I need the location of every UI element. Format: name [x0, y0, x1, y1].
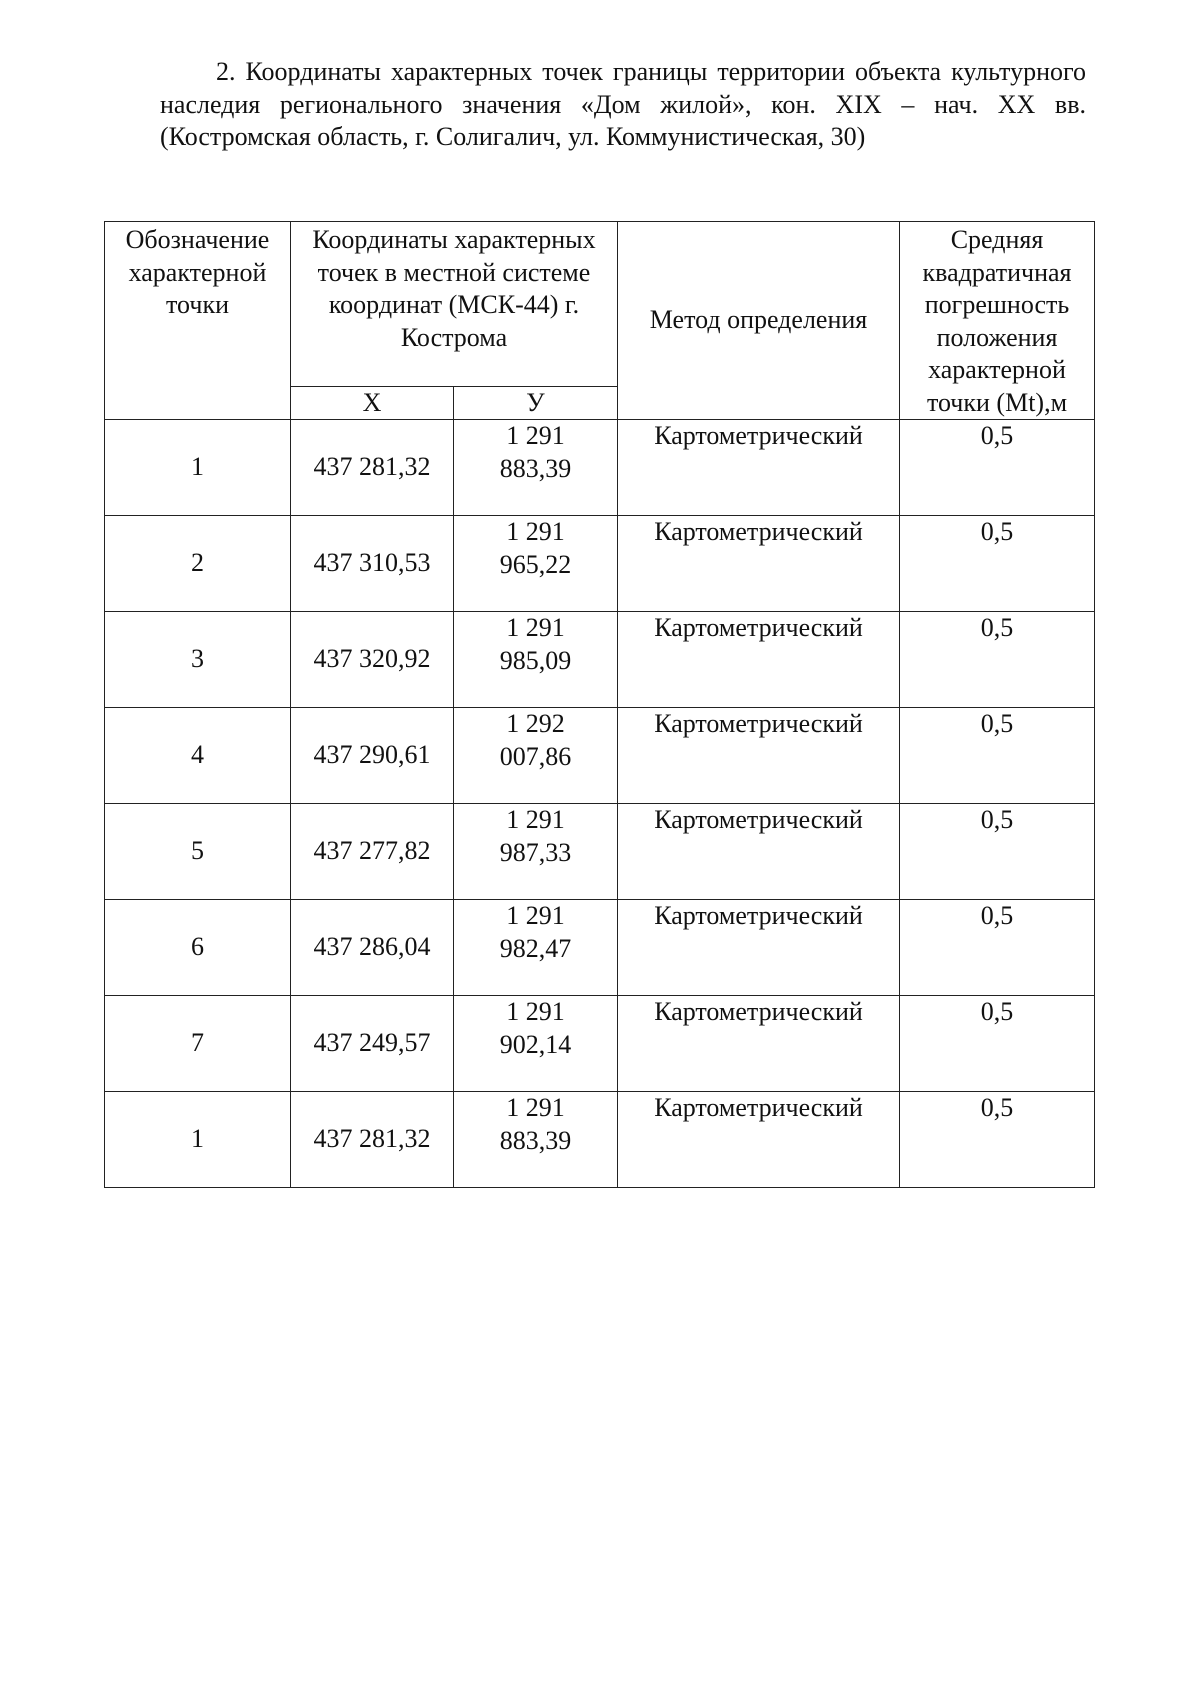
- x-coordinate-cell: [291, 516, 454, 612]
- table-row: [105, 900, 1095, 996]
- table-row: [105, 996, 1095, 1092]
- point-cell: [105, 708, 291, 804]
- x-coordinate-cell-text: 437 281,32: [313, 452, 431, 482]
- method-cell: [618, 612, 900, 708]
- header-x: Х: [291, 387, 454, 420]
- error-cell-text: 0,5: [980, 1093, 1014, 1122]
- y-coordinate-cell-text: 1 291 902,14: [499, 997, 572, 1059]
- table-row: [105, 612, 1095, 708]
- error-cell: [900, 996, 1095, 1092]
- point-cell: [105, 516, 291, 612]
- method-cell-text: Картометрический: [654, 805, 863, 834]
- error-cell: [900, 900, 1095, 996]
- method-cell-text: Картометрический: [654, 517, 863, 546]
- x-coordinate-cell-text: 437 249,57: [313, 1028, 431, 1058]
- coordinates-table: [104, 221, 1095, 1188]
- x-coordinate-cell: [291, 1092, 454, 1188]
- error-cell-text: 0,5: [980, 709, 1014, 738]
- x-coordinate-cell: [291, 996, 454, 1092]
- header-mean-square-error: Средняя квадратичная погрешность положения характерной точки (Mt),м: [900, 222, 1095, 420]
- x-coordinate-cell-text: 437 281,32: [313, 1124, 431, 1154]
- y-coordinate-cell: [454, 516, 618, 612]
- header-y: У: [454, 387, 618, 420]
- method-cell-text: Картометрический: [654, 997, 863, 1026]
- header-coordinates: Координаты характерных точек в местной системе координат (МСК-44) г. Кострома: [291, 222, 618, 387]
- y-coordinate-cell: [454, 804, 618, 900]
- point-cell-text: 2: [191, 548, 204, 578]
- y-coordinate-cell: [454, 1092, 618, 1188]
- table-row: [105, 1092, 1095, 1188]
- table-row: [105, 804, 1095, 900]
- table-body: [105, 420, 1095, 1188]
- x-coordinate-cell: [291, 708, 454, 804]
- error-cell-text: 0,5: [980, 613, 1014, 642]
- y-coordinate-cell-text: 1 292 007,86: [499, 709, 572, 771]
- error-cell-text: 0,5: [980, 901, 1014, 930]
- x-coordinate-cell: [291, 420, 454, 516]
- y-coordinate-cell: [454, 420, 618, 516]
- y-coordinate-cell: [454, 996, 618, 1092]
- point-cell-text: 6: [191, 932, 204, 962]
- y-coordinate-cell-text: 1 291 965,22: [499, 517, 572, 579]
- method-cell: [618, 1092, 900, 1188]
- point-cell-text: 3: [191, 644, 204, 674]
- error-cell: [900, 612, 1095, 708]
- x-coordinate-cell: [291, 900, 454, 996]
- x-coordinate-cell: [291, 804, 454, 900]
- method-cell: [618, 420, 900, 516]
- point-cell-text: 4: [191, 740, 204, 770]
- table-row: [105, 420, 1095, 516]
- document-heading: 2. Координаты характерных точек границы территории объекта культурного наследия регионального значения «Дом жилой», кон. XIX – нач. XX вв. (Костромская область, г. Солигалич, ул. Коммунистическая, 30): [160, 57, 1086, 151]
- header-point-designation: Обозначение характерной точки: [105, 222, 291, 420]
- y-coordinate-cell-text: 1 291 987,33: [499, 805, 572, 867]
- method-cell-text: Картометрический: [654, 901, 863, 930]
- point-cell-text: 1: [191, 452, 204, 482]
- method-cell-text: Картометрический: [654, 1093, 863, 1122]
- error-cell-text: 0,5: [980, 997, 1014, 1026]
- y-coordinate-cell: [454, 900, 618, 996]
- error-cell-text: 0,5: [980, 421, 1014, 450]
- error-cell: [900, 708, 1095, 804]
- error-cell: [900, 804, 1095, 900]
- method-cell-text: Картометрический: [654, 421, 863, 450]
- error-cell: [900, 420, 1095, 516]
- x-coordinate-cell-text: 437 277,82: [313, 836, 431, 866]
- method-cell-text: Картометрический: [654, 709, 863, 738]
- point-cell: [105, 420, 291, 516]
- y-coordinate-cell-text: 1 291 883,39: [499, 421, 572, 483]
- table-row: [105, 516, 1095, 612]
- method-cell: [618, 996, 900, 1092]
- point-cell: [105, 1092, 291, 1188]
- x-coordinate-cell-text: 437 286,04: [313, 932, 431, 962]
- y-coordinate-cell: [454, 708, 618, 804]
- error-cell-text: 0,5: [980, 517, 1014, 546]
- error-cell-text: 0,5: [980, 805, 1014, 834]
- method-cell-text: Картометрический: [654, 613, 863, 642]
- x-coordinate-cell-text: 437 320,92: [313, 644, 431, 674]
- x-coordinate-cell-text: 437 290,61: [313, 740, 431, 770]
- point-cell-text: 1: [191, 1124, 204, 1154]
- y-coordinate-cell-text: 1 291 985,09: [499, 613, 572, 675]
- y-coordinate-cell-text: 1 291 982,47: [499, 901, 572, 963]
- x-coordinate-cell-text: 437 310,53: [313, 548, 431, 578]
- point-cell-text: 7: [191, 1028, 204, 1058]
- point-cell: [105, 804, 291, 900]
- x-coordinate-cell: [291, 612, 454, 708]
- y-coordinate-cell-text: 1 291 883,39: [499, 1093, 572, 1155]
- point-cell: [105, 996, 291, 1092]
- table-row: [105, 708, 1095, 804]
- error-cell: [900, 1092, 1095, 1188]
- y-coordinate-cell: [454, 612, 618, 708]
- point-cell-text: 5: [191, 836, 204, 866]
- method-cell: [618, 804, 900, 900]
- error-cell: [900, 516, 1095, 612]
- point-cell: [105, 612, 291, 708]
- point-cell: [105, 900, 291, 996]
- method-cell: [618, 516, 900, 612]
- method-cell: [618, 900, 900, 996]
- method-cell: [618, 708, 900, 804]
- header-method: Метод определения: [618, 222, 900, 420]
